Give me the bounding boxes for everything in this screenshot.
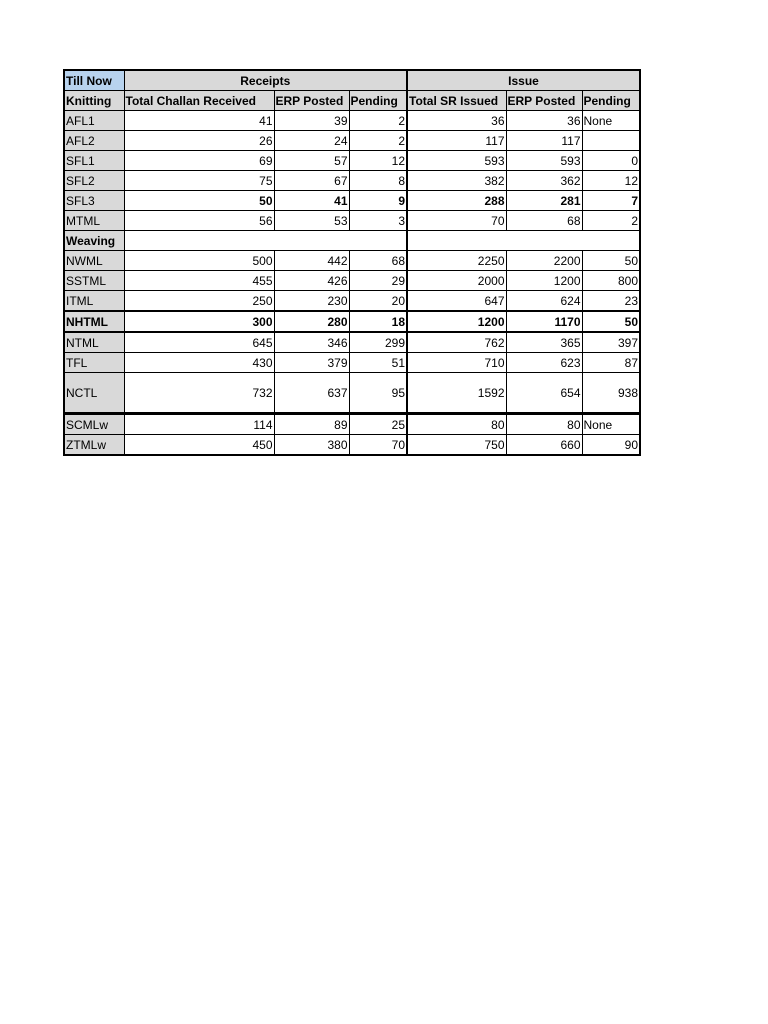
corner-label: Till Now — [64, 70, 124, 91]
receipts-total-challan: 26 — [124, 131, 274, 151]
issue-total-sr: 288 — [407, 191, 506, 211]
receipts-erp-posted: 637 — [274, 373, 349, 414]
issue-total-sr: 36 — [407, 111, 506, 131]
issue-total-sr: 647 — [407, 291, 506, 312]
receipts-pending: 2 — [349, 131, 407, 151]
receipts-erp-posted: 346 — [274, 332, 349, 353]
issue-erp-posted: 36 — [506, 111, 582, 131]
receipts-total-challan: 645 — [124, 332, 274, 353]
till-now-table-container — [63, 69, 641, 456]
unit-name: AFL1 — [64, 111, 124, 131]
table-row — [64, 353, 640, 373]
issue-pending: 7 — [582, 191, 640, 211]
receipts-erp-posted: 39 — [274, 111, 349, 131]
till-now-table — [63, 69, 641, 456]
issue-pending: 800 — [582, 271, 640, 291]
issue-erp-posted: 654 — [506, 373, 582, 414]
issue-pending: None — [582, 111, 640, 131]
receipts-total-challan: 500 — [124, 251, 274, 271]
receipts-pending: 2 — [349, 111, 407, 131]
table-row — [64, 311, 640, 332]
issue-total-sr: 710 — [407, 353, 506, 373]
issue-total-sr: 762 — [407, 332, 506, 353]
issue-total-sr: 80 — [407, 414, 506, 435]
issue-pending: 23 — [582, 291, 640, 312]
issue-erp-posted: 365 — [506, 332, 582, 353]
issue-erp-posted: 117 — [506, 131, 582, 151]
receipts-erp-posted: 41 — [274, 191, 349, 211]
unit-name: NTML — [64, 332, 124, 353]
receipts-erp-posted: 24 — [274, 131, 349, 151]
issue-pending: 87 — [582, 353, 640, 373]
receipts-total-challan: 50 — [124, 191, 274, 211]
knitting-section-label: Knitting — [64, 91, 124, 111]
issue-total-sr: 117 — [407, 131, 506, 151]
receipts-total-challan: 75 — [124, 171, 274, 191]
receipts-pending: 25 — [349, 414, 407, 435]
issue-erp-posted: 2200 — [506, 251, 582, 271]
receipts-pending: 20 — [349, 291, 407, 312]
issue-erp-posted: 68 — [506, 211, 582, 231]
issue-pending: None — [582, 414, 640, 435]
receipts-pending: 29 — [349, 271, 407, 291]
issue-total-sr: 593 — [407, 151, 506, 171]
receipts-pending: 95 — [349, 373, 407, 414]
receipts-total-challan: 450 — [124, 435, 274, 456]
receipts-pending: 8 — [349, 171, 407, 191]
issue-pending: 2 — [582, 211, 640, 231]
issue-total-sr: 382 — [407, 171, 506, 191]
issue-erp-posted: 80 — [506, 414, 582, 435]
table-row — [64, 251, 640, 271]
receipts-pending: 51 — [349, 353, 407, 373]
weaving-receipts-blank — [124, 231, 407, 251]
issue-erp-posted: 281 — [506, 191, 582, 211]
issue-erp-posted: 1170 — [506, 311, 582, 332]
table-row — [64, 414, 640, 435]
unit-name: AFL2 — [64, 131, 124, 151]
issue-erp-posted: 624 — [506, 291, 582, 312]
col-receipts-erp-posted: ERP Posted — [274, 91, 349, 111]
receipts-pending: 12 — [349, 151, 407, 171]
issue-pending: 50 — [582, 251, 640, 271]
table-row — [64, 271, 640, 291]
issue-total-sr: 1200 — [407, 311, 506, 332]
receipts-total-challan: 69 — [124, 151, 274, 171]
unit-name: SFL2 — [64, 171, 124, 191]
issue-pending: 12 — [582, 171, 640, 191]
receipts-total-challan: 250 — [124, 291, 274, 312]
receipts-erp-posted: 57 — [274, 151, 349, 171]
receipts-total-challan: 732 — [124, 373, 274, 414]
receipts-erp-posted: 380 — [274, 435, 349, 456]
issue-pending: 50 — [582, 311, 640, 332]
table-row — [64, 171, 640, 191]
unit-name: TFL — [64, 353, 124, 373]
receipts-pending: 70 — [349, 435, 407, 456]
issue-erp-posted: 362 — [506, 171, 582, 191]
issue-pending: 0 — [582, 151, 640, 171]
issue-erp-posted: 660 — [506, 435, 582, 456]
receipts-total-challan: 300 — [124, 311, 274, 332]
issue-group-header: Issue — [407, 70, 640, 91]
receipts-total-challan: 430 — [124, 353, 274, 373]
receipts-erp-posted: 230 — [274, 291, 349, 312]
issue-total-sr: 70 — [407, 211, 506, 231]
unit-name: ZTMLw — [64, 435, 124, 456]
unit-name: NHTML — [64, 311, 124, 332]
col-total-sr-issued: Total SR Issued — [407, 91, 506, 111]
receipts-pending: 9 — [349, 191, 407, 211]
weaving-section-label: Weaving — [64, 231, 124, 251]
issue-pending: 90 — [582, 435, 640, 456]
unit-name: NCTL — [64, 373, 124, 414]
table-row — [64, 151, 640, 171]
receipts-erp-posted: 67 — [274, 171, 349, 191]
col-receipts-pending: Pending — [349, 91, 407, 111]
group-header-row — [64, 70, 640, 91]
table-row — [64, 373, 640, 414]
table-row — [64, 191, 640, 211]
column-header-row — [64, 91, 640, 111]
issue-total-sr: 2250 — [407, 251, 506, 271]
table-row — [64, 131, 640, 151]
issue-total-sr: 750 — [407, 435, 506, 456]
col-total-challan-received: Total Challan Received — [124, 91, 274, 111]
weaving-section-row — [64, 231, 640, 251]
receipts-pending: 3 — [349, 211, 407, 231]
issue-erp-posted: 593 — [506, 151, 582, 171]
receipts-pending: 18 — [349, 311, 407, 332]
unit-name: SSTML — [64, 271, 124, 291]
issue-pending: 938 — [582, 373, 640, 414]
table-row — [64, 291, 640, 312]
issue-pending — [582, 131, 640, 151]
unit-name: SCMLw — [64, 414, 124, 435]
receipts-total-challan: 114 — [124, 414, 274, 435]
unit-name: MTML — [64, 211, 124, 231]
receipts-erp-posted: 280 — [274, 311, 349, 332]
receipts-total-challan: 41 — [124, 111, 274, 131]
receipts-pending: 299 — [349, 332, 407, 353]
receipts-erp-posted: 53 — [274, 211, 349, 231]
table-row — [64, 111, 640, 131]
col-issue-pending: Pending — [582, 91, 640, 111]
unit-name: NWML — [64, 251, 124, 271]
receipts-group-header: Receipts — [124, 70, 407, 91]
unit-name: ITML — [64, 291, 124, 312]
table-row — [64, 435, 640, 456]
issue-erp-posted: 1200 — [506, 271, 582, 291]
receipts-pending: 68 — [349, 251, 407, 271]
receipts-total-challan: 455 — [124, 271, 274, 291]
col-issue-erp-posted: ERP Posted — [506, 91, 582, 111]
receipts-erp-posted: 89 — [274, 414, 349, 435]
receipts-total-challan: 56 — [124, 211, 274, 231]
issue-total-sr: 1592 — [407, 373, 506, 414]
issue-pending: 397 — [582, 332, 640, 353]
issue-total-sr: 2000 — [407, 271, 506, 291]
weaving-issue-blank — [407, 231, 640, 251]
unit-name: SFL1 — [64, 151, 124, 171]
table-row — [64, 332, 640, 353]
receipts-erp-posted: 379 — [274, 353, 349, 373]
unit-name: SFL3 — [64, 191, 124, 211]
receipts-erp-posted: 442 — [274, 251, 349, 271]
issue-erp-posted: 623 — [506, 353, 582, 373]
receipts-erp-posted: 426 — [274, 271, 349, 291]
table-row — [64, 211, 640, 231]
